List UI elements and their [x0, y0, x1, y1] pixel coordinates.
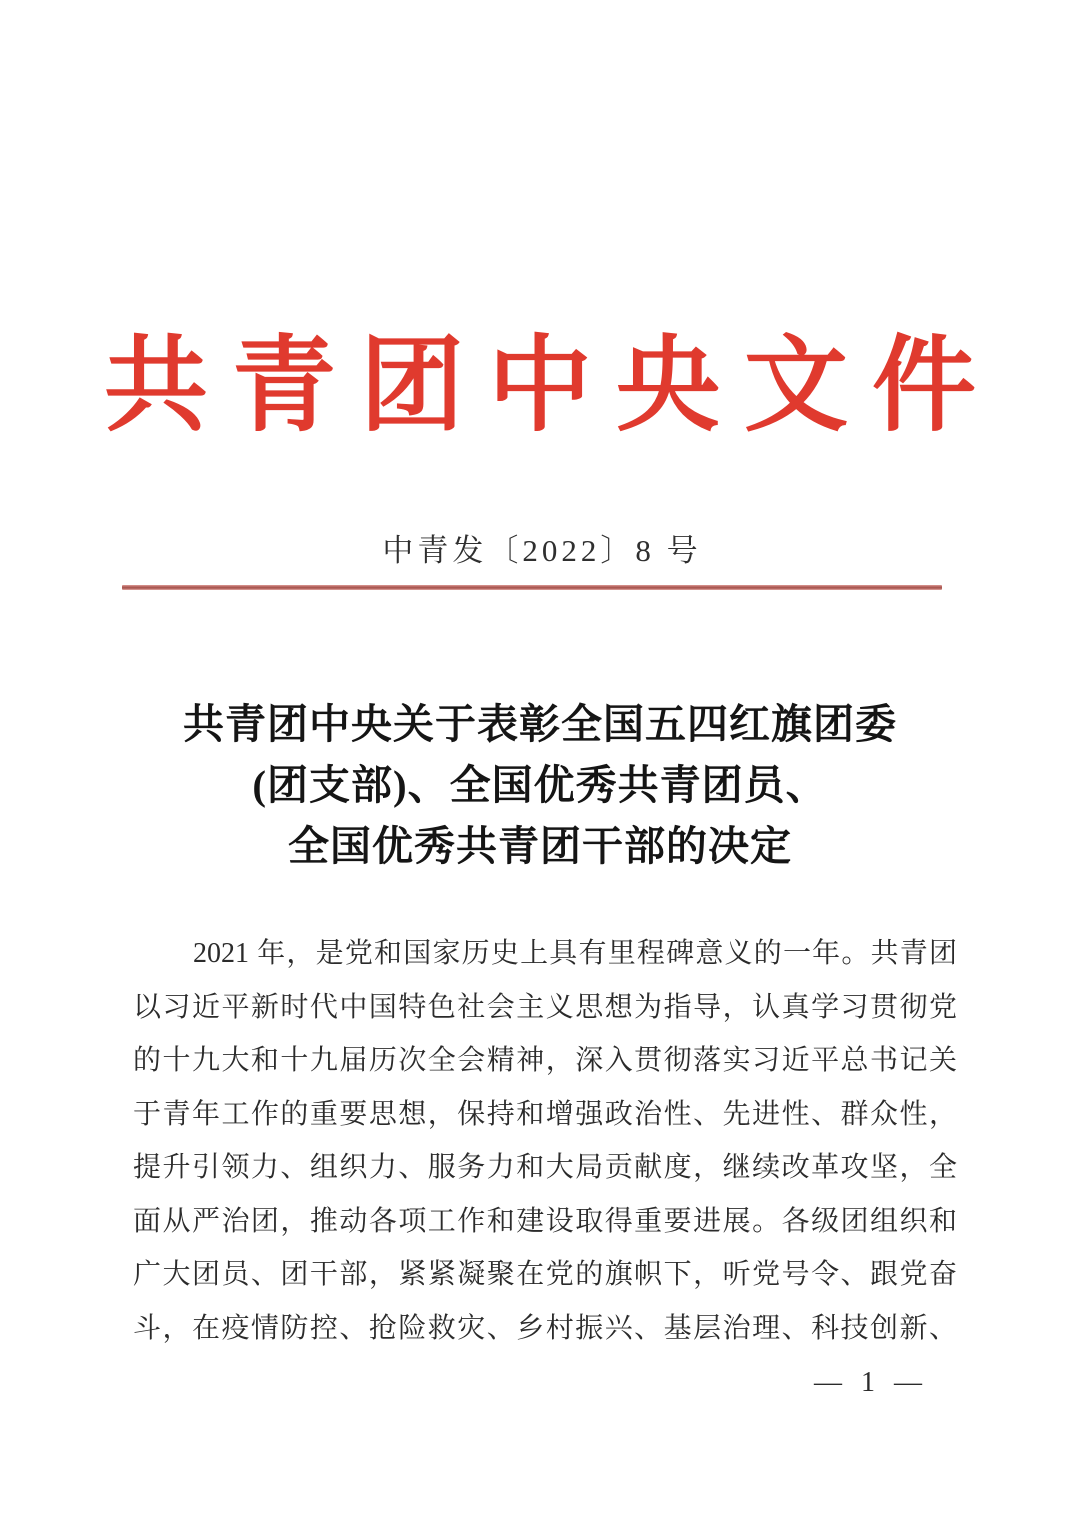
document-title-line-3: 全国优秀共青团干部的决定 [288, 823, 792, 869]
body-line: 2021 年，是党和国家历史上具有里程碑意义的一年。共青团 [193, 938, 957, 969]
page-number: — 1 — [814, 1367, 928, 1398]
document-body [133, 927, 957, 1355]
body-line: 斗，在疫情防控、抢险救灾、乡村振兴、基层治理、科技创新、 [133, 1312, 957, 1344]
red-divider-line [122, 585, 942, 590]
body-line: 以习近平新时代中国特色社会主义思想为指导，认真学习贯彻党 [133, 991, 957, 1023]
body-line: 的十九大和十九届历次全会精神，深入贯彻落实习近平总书记关 [133, 1045, 957, 1076]
body-line: 广大团员、团干部，紧紧凝聚在党的旗帜下，听党号令、跟党奋 [133, 1259, 957, 1290]
document-title-line-1: 共青团中央关于表彰全国五四红旗团委 [183, 701, 897, 747]
document-title-line-2: (团支部)、全国优秀共青团员、 [252, 762, 828, 808]
body-line: 提升引领力、组织力、服务力和大局贡献度，继续改革攻坚，全 [133, 1152, 957, 1183]
doc-number: 中青发〔2022〕8 号 [382, 533, 702, 568]
document-header-title: 共青团中央文件 [103, 329, 1000, 444]
body-line: 面从严治团，推动各项工作和建设取得重要进展。各级团组织和 [133, 1205, 957, 1237]
body-line: 于青年工作的重要思想，保持和增强政治性、先进性、群众性， [133, 1098, 957, 1130]
document-title [90, 694, 990, 877]
